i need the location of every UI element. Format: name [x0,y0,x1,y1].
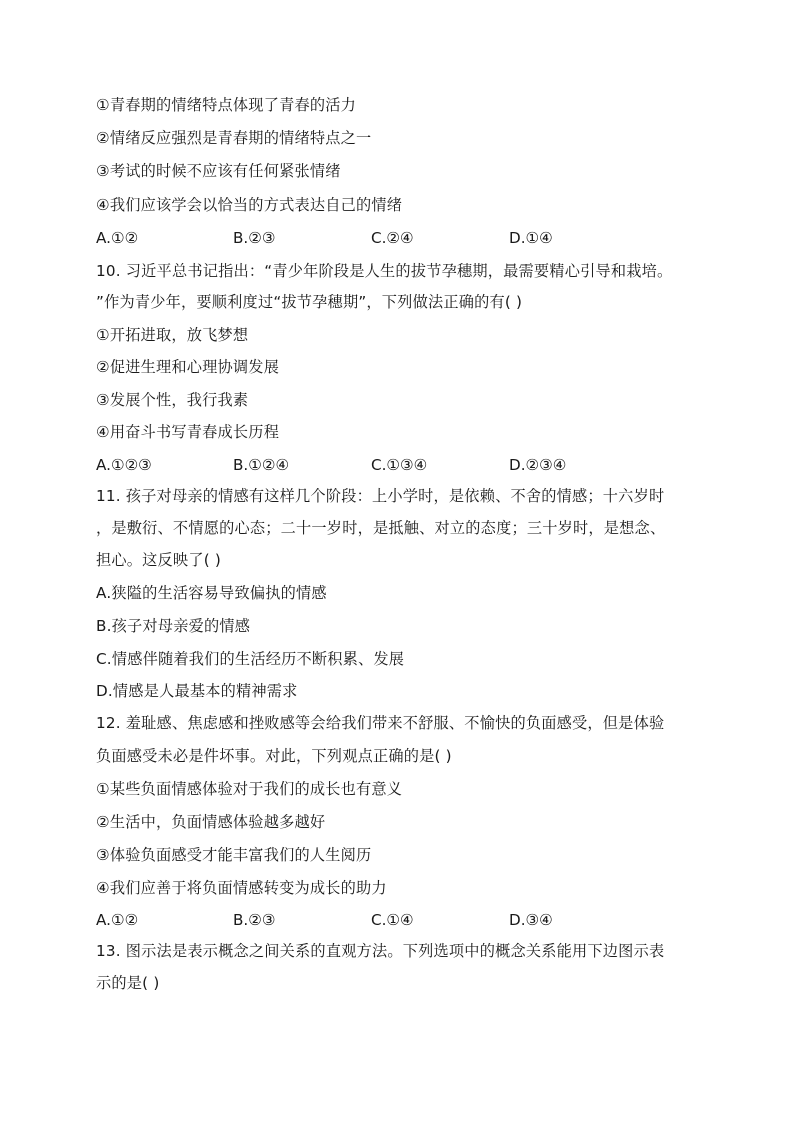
q12-option-b[interactable]: B.②③ [233,911,276,929]
q9-item-3: ③考试的时候不应该有任何紧张情绪 [96,162,341,180]
q11-option-a[interactable]: A.狭隘的生活容易导致偏执的情感 [96,584,327,602]
q10-option-b[interactable]: B.①②④ [233,456,290,474]
q10-option-c[interactable]: C.①③④ [371,456,428,474]
q10-stem-line-1: 10. 习近平总书记指出：“青少年阶段是人生的拔节孕穗期，最需要精心引导和栽培。 [96,262,673,280]
q11-option-d[interactable]: D.情感是人最基本的精神需求 [96,682,298,700]
q9-option-c[interactable]: C.②④ [371,229,414,247]
q12-stem-line-2: 负面感受未必是件坏事。对此，下列观点正确的是( ) [96,747,452,765]
q13-stem-line-1: 13. 图示法是表示概念之间关系的直观方法。下列选项中的概念关系能用下边图示表 [96,942,665,960]
q12-stem-line-1: 12. 羞耻感、焦虑感和挫败感等会给我们带来不舒服、不愉快的负面感受，但是体验 [96,714,665,732]
q10-item-3: ③发展个性，我行我素 [96,391,249,409]
q10-stem-line-2: ”作为青少年，要顺利度过“拔节孕穗期”，下列做法正确的有( ) [96,293,523,311]
q13-stem-line-2: 示的是( ) [96,974,160,992]
q9-item-1: ①青春期的情绪特点体现了青春的活力 [96,96,357,114]
q12-option-d[interactable]: D.③④ [509,911,553,929]
q9-option-a[interactable]: A.①② [96,229,139,247]
q12-item-2: ②生活中，负面情感体验越多越好 [96,813,326,831]
q9-item-2: ②情绪反应强烈是青春期的情绪特点之一 [96,129,372,147]
q10-option-d[interactable]: D.②③④ [509,456,567,474]
q10-item-1: ①开拓进取，放飞梦想 [96,326,249,344]
q10-item-2: ②促进生理和心理协调发展 [96,358,280,376]
q12-item-4: ④我们应善于将负面情感转变为成长的助力 [96,879,387,897]
q12-option-a[interactable]: A.①② [96,911,139,929]
q10-item-4: ④用奋斗书写青春成长历程 [96,423,280,441]
q10-option-a[interactable]: A.①②③ [96,456,152,474]
q11-option-b[interactable]: B.孩子对母亲爱的情感 [96,617,251,635]
q12-item-1: ①某些负面情感体验对于我们的成长也有意义 [96,780,403,798]
q9-option-b[interactable]: B.②③ [233,229,276,247]
q11-option-c[interactable]: C.情感伴随着我们的生活经历不断积累、发展 [96,650,405,668]
q9-item-4: ④我们应该学会以恰当的方式表达自己的情绪 [96,196,403,214]
q11-stem-line-3: 担心。这反映了( ) [96,551,221,569]
q12-item-3: ③体验负面感受才能丰富我们的人生阅历 [96,846,372,864]
q12-option-c[interactable]: C.①④ [371,911,414,929]
q11-stem-line-1: 11. 孩子对母亲的情感有这样几个阶段：上小学时，是依赖、不舍的情感；十六岁时 [96,487,665,505]
q9-option-d[interactable]: D.①④ [509,229,553,247]
q11-stem-line-2: ，是敷衍、不情愿的心态；二十一岁时，是抵触、对立的态度；三十岁时，是想念、 [96,519,666,537]
